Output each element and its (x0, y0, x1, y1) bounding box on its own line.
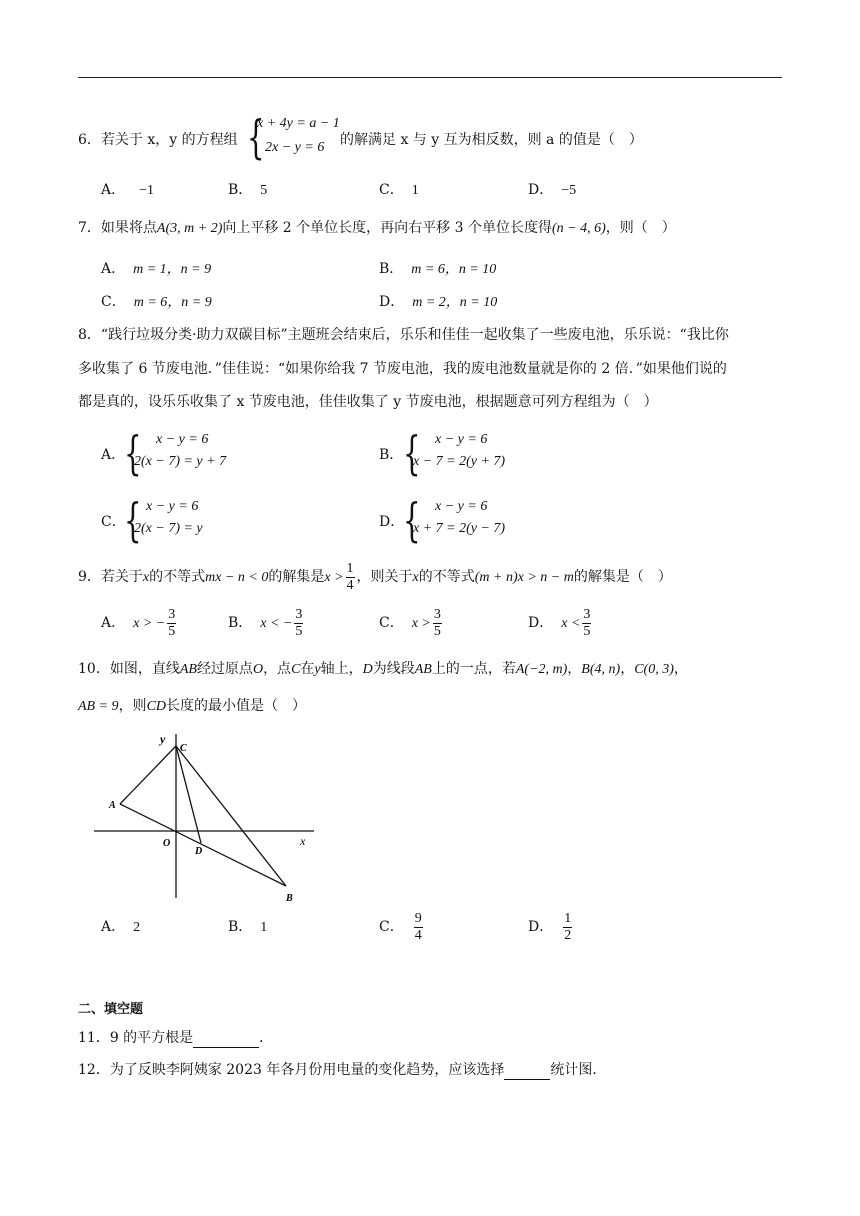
q10-option-a: A． 2 (101, 919, 141, 935)
q10-geometry-figure (90, 728, 322, 904)
q9-fraction: $\frac{1}{4}$ (346, 560, 354, 593)
q9-option-b: B． x < − $\frac{3}{5}$ (228, 606, 303, 639)
question-7-stem: 7．如果将点A(3, m + 2)向上平移 2 个单位长度，再向右平移 3 个单位长度得(n − 4, 6)，则（ ） (78, 220, 676, 236)
question-10-line-1: 10．如图，直线AB经过原点O，点C在y轴上，D为线段AB上的一点，若A(−2, m)，B(4, n)，C(0, 3)， (78, 661, 688, 677)
q8-option-a-system: { x − y = 6 2(x − 7) = y + 7 (124, 426, 227, 480)
label-A: A (109, 800, 116, 811)
q10-option-b: B． 1 (228, 919, 268, 935)
q12-answer-blank[interactable] (504, 1061, 550, 1080)
q8-option-d-letter: D． (379, 514, 405, 530)
q8-option-b-letter: B． (379, 447, 404, 463)
label-C: C (180, 743, 187, 754)
question-10-line-2: AB = 9，则CD长度的最小值是（ ） (78, 698, 307, 714)
q8-option-c-letter: C． (101, 514, 126, 530)
q6-option-a: A． −1 (101, 182, 155, 198)
q8-line-1: 8．“践行垃圾分类·助力双碳目标”主题班会结束后，乐乐和佳佳一起收集了一些废电池，乐乐说：“我比你 (78, 327, 729, 343)
q6-option-d: D． −5 (528, 182, 577, 198)
q10-option-d: D． $\frac{1}{2}$ (528, 910, 572, 943)
q7-result: (n − 4, 6) (551, 221, 606, 236)
q8-line-3: 都是真的，设乐乐收集了 x 节废电池，佳佳收集了 y 节废电池，根据题意可列方程组为（ ） (78, 394, 658, 410)
label-D: D (195, 846, 203, 857)
q9-option-c: C． x > $\frac{3}{5}$ (379, 606, 441, 639)
q8-line-2: 多收集了 6 节废电池．”佳佳说：“如果你给我 7 节废电池，我的废电池数量就是你的 2 倍．”如果他们说的 (78, 361, 727, 377)
q6-option-b: B． 5 (228, 182, 268, 198)
q8-option-d-system: { x − y = 6 x + 7 = 2(y − 7) (403, 493, 506, 547)
segment-CB (176, 746, 286, 886)
q6-prefix: 6．若关于 x，y 的方程组 (78, 132, 238, 148)
label-x: x (300, 834, 306, 848)
q8-option-c-system: { x − y = 6 2(x − 7) = y (124, 493, 203, 547)
label-O: O (163, 838, 171, 849)
q6-equation-system (247, 110, 340, 164)
left-brace-icon: { (247, 110, 265, 164)
q6-suffix: 的解满足 x 与 y 互为相反数，则 a 的值是（ ） (340, 132, 643, 148)
header-rule (78, 77, 782, 78)
question-9-stem: 9．若关于x的不等式mx − n < 0的解集是x > $\frac{1}{4}$ ，则关于x的不等式(m + n)x > n − m的解集是（ ） (78, 560, 672, 593)
q11-answer-blank[interactable] (193, 1029, 259, 1048)
segment-CD (176, 746, 201, 843)
question-11: 11．9 的平方根是 ． (78, 1030, 274, 1046)
label-B: B (286, 893, 293, 904)
q8-option-a-letter: A． (101, 447, 126, 463)
question-12: 12．为了反映李阿姨家 2023 年各月份用电量的变化趋势，应该选择 统计图． (78, 1062, 607, 1078)
q9-option-a: A． x > − $\frac{3}{5}$ (101, 606, 176, 639)
q7-option-c: C． m = 6，n = 9 (101, 294, 212, 310)
q7-option-b: B． m = 6，n = 10 (379, 261, 497, 277)
q6-eq1: x + 4y = a − 1 (257, 116, 340, 131)
q7-point: A(3, m + 2) (156, 221, 223, 236)
q7-option-d: D． m = 2，n = 10 (379, 294, 498, 310)
section-heading: 二、填空题 (78, 1002, 144, 1017)
q10-option-c: C． $\frac{9}{4}$ (379, 910, 422, 943)
segment-AC (120, 746, 176, 804)
label-y: y (160, 732, 166, 746)
q6-eq2: 2x − y = 6 (265, 140, 325, 155)
segment-AB (120, 804, 286, 886)
q7-option-a: A． m = 1，n = 9 (101, 261, 212, 277)
q9-option-d: D． x < $\frac{3}{5}$ (528, 606, 591, 639)
q8-option-b-system: { x − y = 6 x − 7 = 2(y + 7) (403, 426, 506, 480)
question-6-stem (78, 131, 238, 149)
q6-option-c: C． 1 (379, 182, 419, 198)
